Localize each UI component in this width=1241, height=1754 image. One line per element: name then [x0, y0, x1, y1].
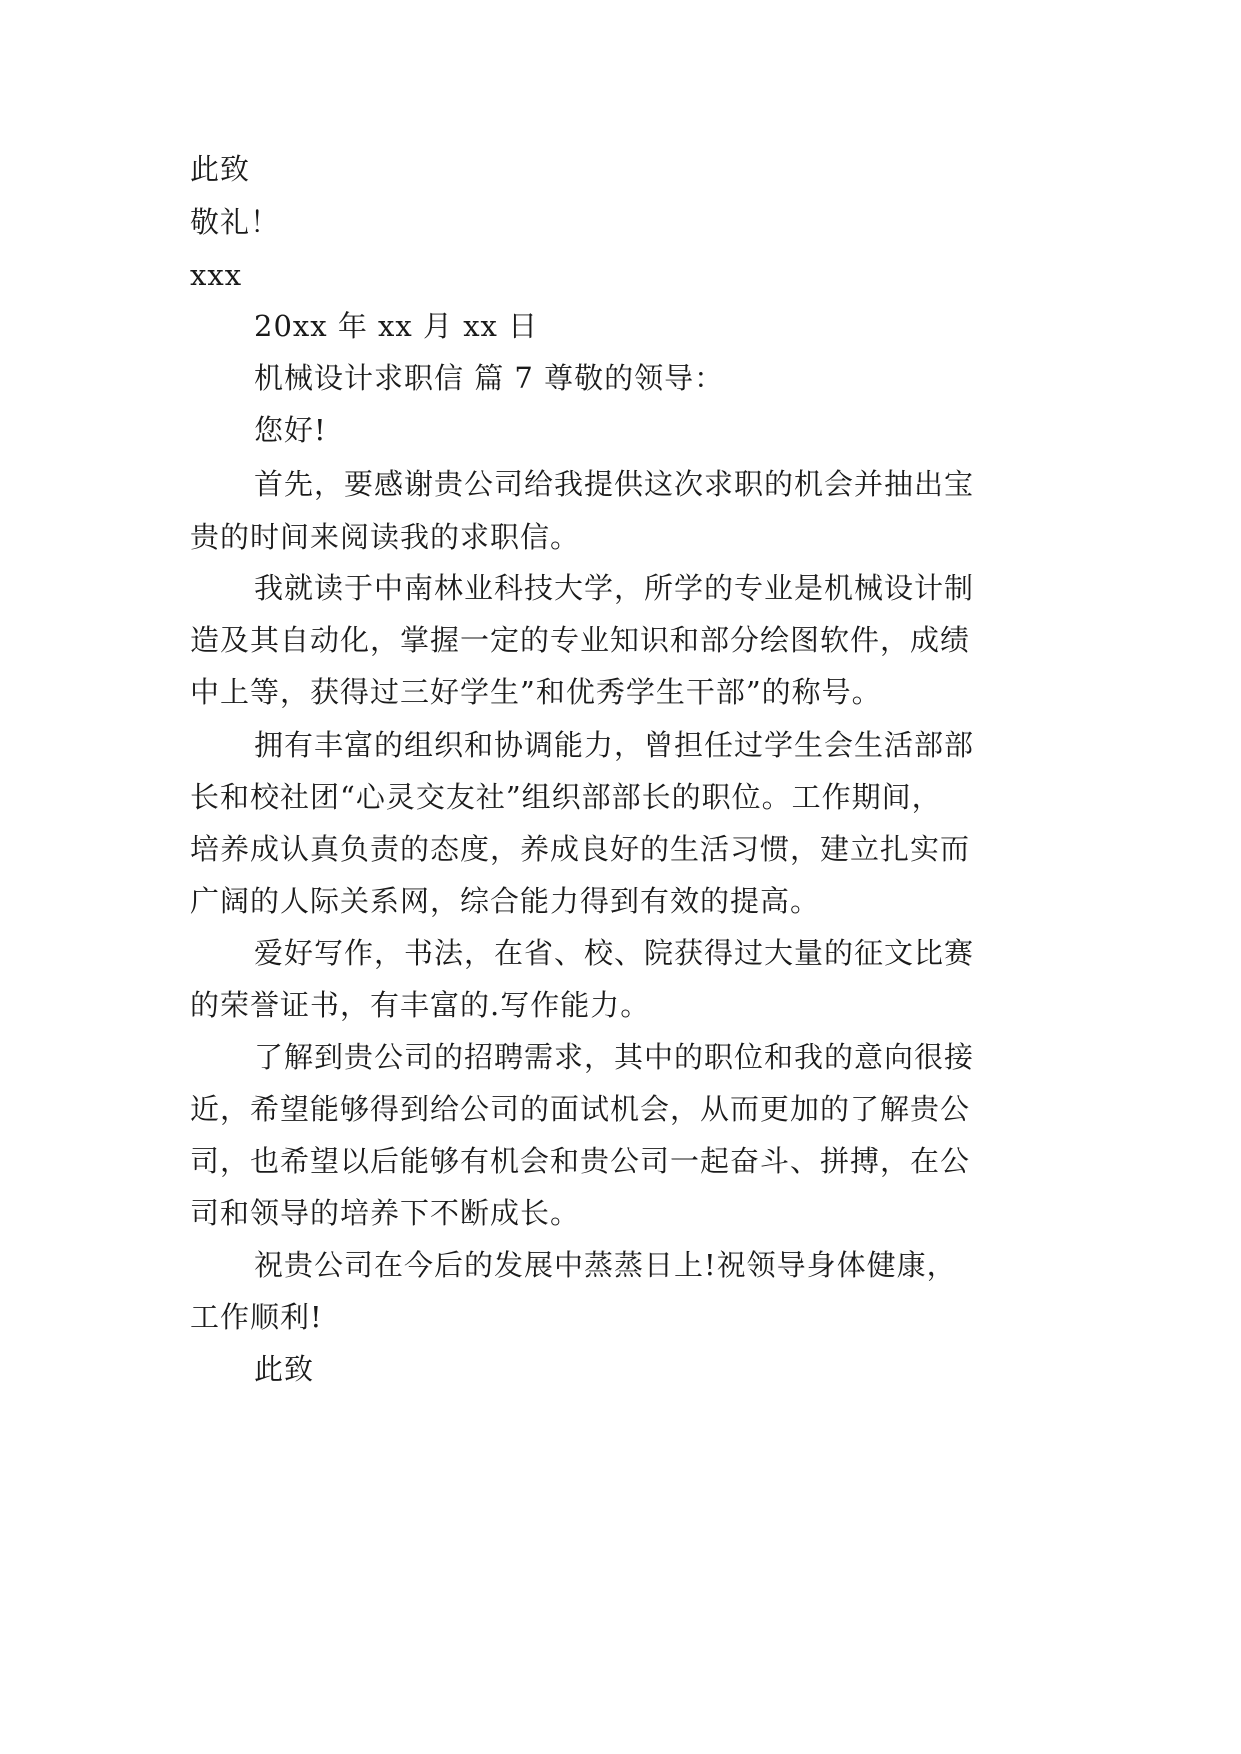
paragraph-line: 了解到贵公司的招聘需求，其中的职位和我的意向很接	[254, 1040, 975, 1074]
paragraph-line: 司，也希望以后能够有机会和贵公司一起奋斗、拼搏，在公	[190, 1144, 971, 1178]
paragraph-line: 贵的时间来阅读我的求职信。	[190, 520, 581, 554]
paragraph-line: 司和领导的培养下不断成长。	[190, 1196, 581, 1230]
greeting: 您好!	[254, 413, 327, 447]
closing-regards: 敬礼！	[190, 205, 281, 239]
closing-salutation-bottom: 此致	[254, 1352, 315, 1386]
signature: xxx	[190, 258, 243, 292]
paragraph-line: 拥有丰富的组织和协调能力，曾担任过学生会生活部部	[254, 728, 975, 762]
paragraph-line: 我就读于中南林业科技大学，所学的专业是机械设计制	[254, 571, 975, 605]
paragraph-line: 爱好写作，书法，在省、校、院获得过大量的征文比赛	[254, 936, 975, 970]
paragraph-line: 广阔的人际关系网，综合能力得到有效的提高。	[190, 884, 821, 918]
paragraph-line: 近，希望能够得到给公司的面试机会，从而更加的了解贵公	[190, 1092, 971, 1126]
date-line: 20xx 年 xx 月 xx 日	[254, 309, 539, 343]
paragraph-line: 的荣誉证书，有丰富的.写作能力。	[190, 988, 651, 1022]
closing-salutation: 此致	[190, 152, 251, 186]
paragraph-line: 祝贵公司在今后的发展中蒸蒸日上!祝领导身体健康，	[254, 1248, 957, 1282]
paragraph-line: 工作顺利!	[190, 1300, 323, 1334]
paragraph-line: 长和校社团“心灵交友社”组织部部长的职位。工作期间，	[190, 780, 942, 814]
letter-heading: 机械设计求职信 篇 7 尊敬的领导：	[254, 361, 725, 395]
paragraph-line: 中上等，获得过三好学生”和优秀学生干部”的称号。	[190, 675, 882, 709]
paragraph-line: 培养成认真负责的态度，养成良好的生活习惯，建立扎实而	[190, 832, 971, 866]
paragraph-line: 首先，要感谢贵公司给我提供这次求职的机会并抽出宝	[254, 467, 975, 501]
paragraph-line: 造及其自动化，掌握一定的专业知识和部分绘图软件，成绩	[190, 623, 971, 657]
